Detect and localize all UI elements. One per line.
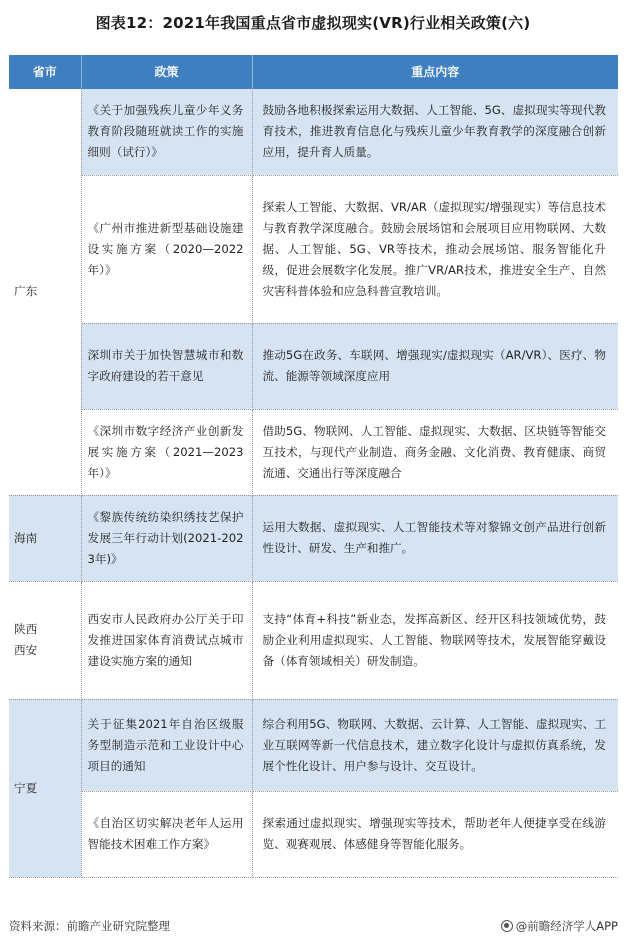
chart-title: 图表12：2021年我国重点省市虚拟现实(VR)行业相关政策(六) (95, 14, 531, 32)
content-cell: 探索通过虚拟现实、增强现实等技术，帮助老年人便捷享受在线游览、观赛观展、体感健身等智能化服务。 (252, 791, 618, 877)
table-row (9, 791, 618, 877)
table-row (9, 699, 618, 791)
region-label: 陕西西安 (14, 622, 38, 657)
footer (9, 918, 618, 936)
table-row (9, 89, 618, 175)
content-cell: 运用大数据、虚拟现实、人工智能技术等对黎锦文创产品进行创新性设计、研发、生产和推广。 (252, 495, 618, 581)
region-cell: 宁夏 (9, 699, 81, 877)
region-cell (9, 581, 81, 699)
content-cell: 借助5G、物联网、人工智能、虚拟现实、大数据、区块链等智能交互技术，与现代产业制造、商务金融、文化消费、教育健康、商贸流通、交通出行等深度融合 (252, 409, 618, 495)
source-note: 资料来源：前瞻产业研究院整理 (9, 919, 170, 933)
content-cell: 鼓励各地积极探索运用大数据、人工智能、5G、虚拟现实等现代教育技术，推进教育信息化与残疾儿童少年教育教学的深度融合创新应用，提升育人质量。 (252, 89, 618, 175)
policy-cell: 《广州市推进新型基础设施建设实施方案（2020—2022年）》 (81, 175, 252, 323)
policy-cell: 关于征集2021年自治区级服务型制造示范和工业设计中心项目的通知 (81, 699, 252, 791)
content-cell: 推动5G在政务、车联网、增强现实/虚拟现实（AR/VR）、医疗、物流、能源等领域深度应用 (252, 323, 618, 409)
header-content: 重点内容 (252, 55, 618, 89)
policy-table (9, 55, 618, 878)
policy-cell: 《自治区切实解决老年人运用智能技术困难工作方案》 (81, 791, 252, 877)
qianzhan-logo-icon (501, 920, 513, 932)
policy-cell: 西安市人民政府办公厅关于印发推进国家体育消费试点城市建设实施方案的通知 (81, 581, 252, 699)
brand-label: @前瞻经济学人APP (515, 919, 618, 933)
table-row (9, 323, 618, 409)
header-policy: 政策 (81, 55, 252, 89)
content-cell: 综合利用5G、物联网、大数据、云计算、人工智能、虚拟现实、工业互联网等新一代信息技术，建立数字化设计与虚拟仿真系统，发展个性化设计、用户参与设计、交互设计。 (252, 699, 618, 791)
table-header-row (9, 55, 618, 89)
content-cell: 支持“体育+科技”新业态，发挥高新区、经开区科技领域优势，鼓励企业利用虚拟现实、人工智能、物联网等技术，发展智能穿戴设备（体育领域相关）研发制造。 (252, 581, 618, 699)
table-row (9, 495, 618, 581)
content-cell: 探索人工智能、大数据、VR/AR（虚拟现实/增强现实）等信息技术与教育教学深度融合。鼓励会展场馆和会展项目应用物联网、大数据、人工智能、5G、VR等技术，推动会展场馆、服务智能化升级，促进会展数字化发展。推广VR/AR技术，推进安全生产、自然灾害科普体验和应急科普宣教培训。 (252, 175, 618, 323)
header-region: 省市 (9, 55, 81, 89)
policy-cell: 深圳市关于加快智慧城市和数字政府建设的若干意见 (81, 323, 252, 409)
policy-cell: 《黎族传统纺染织绣技艺保护发展三年行动计划(2021-2023年)》 (81, 495, 252, 581)
table-row (9, 175, 618, 323)
region-cell: 海南 (9, 495, 81, 581)
region-cell: 广东 (9, 89, 81, 495)
table-row (9, 409, 618, 495)
policy-cell: 《关于加强残疾儿童少年义务教育阶段随班就读工作的实施细则（试行）》 (81, 89, 252, 175)
table-row (9, 581, 618, 699)
brand-credit (501, 918, 618, 934)
policy-cell: 《深圳市数字经济产业创新发展实施方案（2021—2023年）》 (81, 409, 252, 495)
